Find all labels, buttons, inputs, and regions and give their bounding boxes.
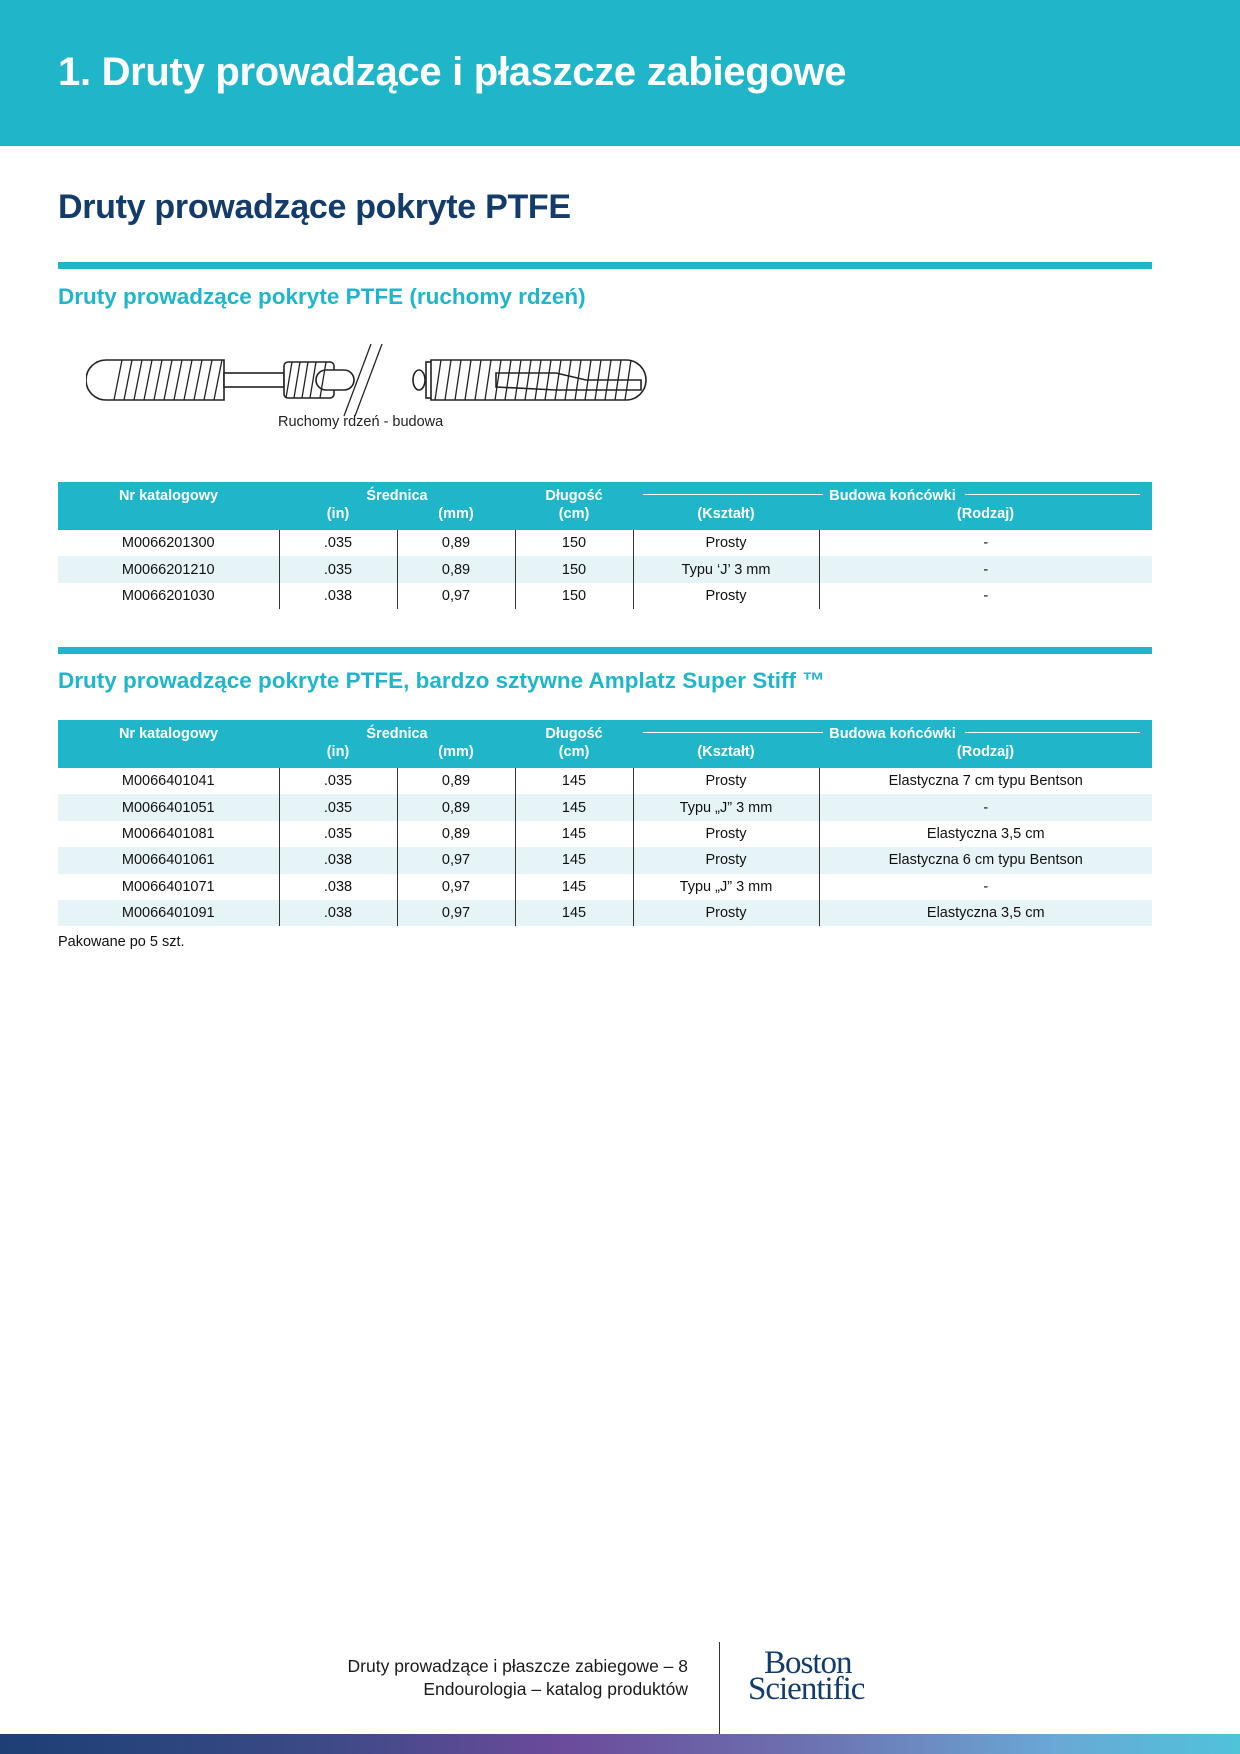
cell-cm: 145 bbox=[515, 794, 633, 820]
cell-cm: 150 bbox=[515, 583, 633, 609]
cell-catalog: M0066201030 bbox=[121, 587, 215, 604]
cell-cm: 150 bbox=[515, 556, 633, 582]
cell-in: .038 bbox=[279, 874, 397, 900]
cell-catalog: M0066201210 bbox=[58, 556, 279, 582]
cell-shape: Prosty bbox=[633, 768, 819, 794]
header-diameter: Średnica bbox=[279, 720, 515, 744]
cell-shape: Prosty bbox=[633, 847, 819, 873]
header-tip-label: Budowa końcówki bbox=[825, 726, 960, 742]
logo-line-2: Scientific bbox=[748, 1671, 865, 1707]
table-row bbox=[58, 874, 1152, 900]
cell-type: - bbox=[819, 556, 1152, 582]
header-in: (in) bbox=[279, 744, 397, 768]
diagram-caption: Ruchomy rdzeń - budowa bbox=[278, 414, 444, 430]
boston-scientific-logo bbox=[748, 1645, 865, 1707]
footer-text bbox=[348, 1655, 688, 1701]
cell-catalog: M0066401041 bbox=[121, 773, 215, 790]
cell-type: Elastyczna 7 cm typu Bentson bbox=[819, 768, 1152, 794]
cell-shape: Prosty bbox=[633, 900, 819, 926]
header-shape: (Kształt) bbox=[633, 744, 819, 768]
cell-mm: 0,89 bbox=[397, 556, 515, 582]
cell-in: .035 bbox=[279, 768, 397, 794]
header-catalog: Nr katalogowy bbox=[58, 720, 279, 744]
table-row bbox=[58, 794, 1152, 820]
cell-shape: Typu „J” 3 mm bbox=[633, 874, 819, 900]
cell-mm: 0,89 bbox=[397, 768, 515, 794]
header-cm: (cm) bbox=[515, 506, 633, 530]
header-catalog: Nr katalogowy bbox=[58, 482, 279, 506]
table-row bbox=[58, 847, 1152, 873]
cell-shape: Prosty bbox=[633, 821, 819, 847]
guidewire-diagram bbox=[86, 340, 656, 420]
table-row bbox=[58, 768, 1152, 794]
cell-in: .038 bbox=[279, 847, 397, 873]
cell-catalog: M0066401051 bbox=[58, 794, 279, 820]
logo-line-1: Boston bbox=[764, 1645, 852, 1681]
bottom-gradient-bar bbox=[0, 1734, 1240, 1754]
table-row bbox=[58, 583, 1152, 609]
header-shape: (Kształt) bbox=[633, 506, 819, 530]
header-cm: (cm) bbox=[515, 744, 633, 768]
cell-type: Elastyczna 6 cm typu Bentson bbox=[819, 847, 1152, 873]
cell-type: - bbox=[819, 874, 1152, 900]
cell-in: .035 bbox=[279, 821, 397, 847]
cell-type: - bbox=[819, 794, 1152, 820]
cell-cm: 145 bbox=[515, 768, 633, 794]
cell-mm: 0,89 bbox=[397, 794, 515, 820]
section-divider-1 bbox=[58, 262, 1152, 269]
cell-cm: 145 bbox=[515, 874, 633, 900]
cell-type: - bbox=[819, 530, 1152, 556]
cell-cm: 150 bbox=[515, 530, 633, 556]
cell-in: .038 bbox=[279, 583, 397, 609]
table1 bbox=[58, 482, 1152, 609]
cell-shape: Typu ‘J’ 3 mm bbox=[633, 556, 819, 582]
top-banner bbox=[0, 0, 1240, 146]
table2-title: Druty prowadzące pokryte PTFE, bardzo sztywne Amplatz Super Stiff ™ bbox=[58, 668, 825, 693]
cell-catalog: M0066401061 bbox=[58, 847, 279, 873]
cell-catalog: M0066401091 bbox=[58, 900, 279, 926]
cell-mm: 0,89 bbox=[397, 530, 515, 556]
cell-cm: 145 bbox=[515, 847, 633, 873]
header-length: Długość bbox=[515, 482, 633, 506]
table-row bbox=[58, 556, 1152, 582]
header-diameter: Średnica bbox=[279, 482, 515, 506]
cell-mm: 0,97 bbox=[397, 874, 515, 900]
cell-cm: 145 bbox=[515, 900, 633, 926]
cell-mm: 0,97 bbox=[397, 583, 515, 609]
header-in: (in) bbox=[279, 506, 397, 530]
cell-catalog: M0066401071 bbox=[121, 878, 215, 895]
table2 bbox=[58, 720, 1152, 926]
cell-in: .035 bbox=[279, 794, 397, 820]
cell-mm: 0,97 bbox=[397, 847, 515, 873]
cell-catalog: M0066201300 bbox=[121, 535, 215, 552]
cell-in: .035 bbox=[279, 556, 397, 582]
cell-type: Elastyczna 3,5 cm bbox=[819, 900, 1152, 926]
footer-divider bbox=[719, 1642, 720, 1734]
header-tip bbox=[633, 720, 1152, 744]
cell-shape: Prosty bbox=[633, 583, 819, 609]
cell-shape: Prosty bbox=[633, 530, 819, 556]
table-row bbox=[58, 900, 1152, 926]
section-divider-2 bbox=[58, 647, 1152, 654]
cell-cm: 145 bbox=[515, 821, 633, 847]
header-mm: (mm) bbox=[397, 744, 515, 768]
table-row bbox=[58, 530, 1152, 556]
cell-in: .035 bbox=[279, 530, 397, 556]
section-title: Druty prowadzące pokryte PTFE bbox=[58, 188, 571, 226]
footer-line-1: Druty prowadzące i płaszcze zabiegowe – 8 bbox=[347, 1656, 688, 1676]
cell-shape: Typu „J” 3 mm bbox=[633, 794, 819, 820]
cell-type: Elastyczna 3,5 cm bbox=[819, 821, 1152, 847]
header-type: (Rodzaj) bbox=[819, 506, 1152, 530]
cell-mm: 0,97 bbox=[397, 900, 515, 926]
cell-type: - bbox=[819, 583, 1152, 609]
cell-catalog: M0066401081 bbox=[121, 825, 215, 842]
header-tip-label: Budowa końcówki bbox=[825, 488, 960, 504]
table-row bbox=[58, 821, 1152, 847]
chapter-title: 1. Druty prowadzące i płaszcze zabiegowe bbox=[58, 50, 847, 94]
header-tip bbox=[633, 482, 1152, 506]
header-mm: (mm) bbox=[397, 506, 515, 530]
header-length: Długość bbox=[515, 720, 633, 744]
table1-title: Druty prowadzące pokryte PTFE (ruchomy rdzeń) bbox=[58, 284, 586, 309]
cell-in: .038 bbox=[279, 900, 397, 926]
footer-line-2: Endourologia – katalog produktów bbox=[423, 1679, 688, 1699]
cell-mm: 0,89 bbox=[397, 821, 515, 847]
packaging-note: Pakowane po 5 szt. bbox=[58, 934, 185, 950]
header-type: (Rodzaj) bbox=[819, 744, 1152, 768]
